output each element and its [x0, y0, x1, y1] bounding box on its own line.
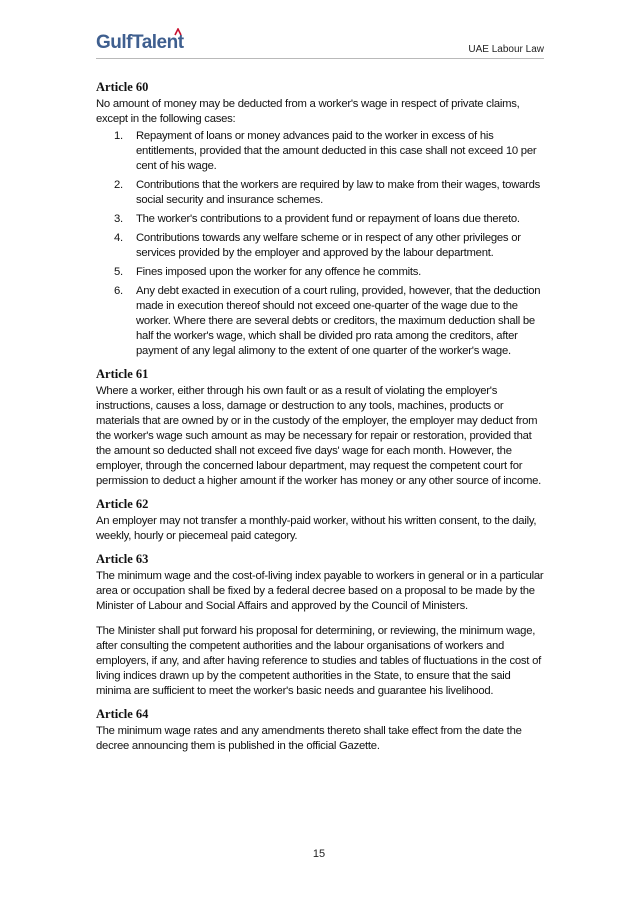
- article-title: Article 64: [96, 707, 149, 721]
- header-divider: [96, 58, 544, 59]
- article-text-2: The Minister shall put forward his proposal for determining, or reviewing, the minimum wage, after consulting the competent authorities and the labour organisations of workers and employers, if any, and after having reference to studies and tables of fluctuations in the cost of living indices drawn up by the competent authorities in the State, to ensure that the said minima are sufficient to meet the worker's basic needs and guarantee his livelihood.: [96, 625, 542, 697]
- article-63: [96, 552, 544, 699]
- page-number: 15: [312, 848, 326, 860]
- list-text: Contributions that the workers are required by law to make from their wages, towards social security and insurance schemes.: [136, 179, 541, 206]
- article-62: [96, 497, 544, 544]
- page-header: [96, 28, 544, 58]
- list-item: [96, 129, 544, 174]
- list-text: Repayment of loans or money advances paid to the worker in excess of his entitlements, provided that the amount deducted in this case shall not exceed 10 per cent of his wage.: [136, 130, 537, 172]
- document-title: UAE Labour Law: [468, 44, 544, 55]
- list-text: Any debt exacted in execution of a court ruling, provided, however, that the deduction made in execution thereof should not exceed one-quarter of the wage due to the worker. Where there are several debts or creditors, the maximum deduction shall be half the worker's wage, which shall be divided pro rata among the creditors, after payment of any legal alimony to the extent of one quarter of the worker's wage.: [136, 285, 541, 357]
- article-61: [96, 367, 544, 489]
- gulftalent-logo: [96, 32, 184, 54]
- article-60: [96, 80, 544, 359]
- article-text: The minimum wage and the cost-of-living index payable to workers in general or in a particular area or occupation shall be fixed by a federal decree based on a proposal to be made by the Minister of Labour and Social Affairs and approved by the Council of Ministers.: [96, 570, 544, 612]
- article-title: Article 60: [96, 80, 149, 94]
- list-number: 5.: [114, 266, 123, 278]
- logo-text-gulf: Gulf: [96, 32, 132, 53]
- list-number: 4.: [114, 232, 123, 244]
- list-item: [96, 178, 544, 208]
- list-item: [96, 212, 544, 227]
- deduction-list: [96, 129, 544, 359]
- logo-accent-icon: [174, 28, 182, 36]
- list-text: Contributions towards any welfare scheme or in respect of any other privileges or services provided by the employer and approved by the labour department.: [136, 232, 521, 259]
- list-item: [96, 284, 544, 359]
- list-number: 6.: [114, 285, 123, 297]
- article-64: [96, 707, 544, 754]
- article-text: An employer may not transfer a monthly-paid worker, without his written consent, to the daily, weekly, hourly or piecemeal paid category.: [96, 515, 537, 542]
- article-intro: No amount of money may be deducted from a worker's wage in respect of private claims, except in the following cases:: [96, 98, 520, 125]
- list-number: 3.: [114, 213, 123, 225]
- document-body: [96, 80, 544, 762]
- list-item: [96, 231, 544, 261]
- list-item: [96, 265, 544, 280]
- article-title: Article 63: [96, 552, 149, 566]
- article-title: Article 61: [96, 367, 149, 381]
- article-title: Article 62: [96, 497, 149, 511]
- list-number: 2.: [114, 179, 123, 191]
- logo-text-talent: Talent: [132, 32, 184, 53]
- list-text: Fines imposed upon the worker for any offence he commits.: [136, 266, 422, 278]
- list-text: The worker's contributions to a provident fund or repayment of loans due thereto.: [136, 213, 520, 225]
- article-text: Where a worker, either through his own fault or as a result of violating the employer's instructions, causes a loss, damage or destruction to any tools, machines, products or materials that are owned by or in the custody of the employer, the employer may deduct from the worker's wage such amount as may be necessary for repair or restoration, provided that the amount so deducted shall not exceed five days' wage for each month. However, the employer, through the concerned labour department, may request the competent court for permission to deduct a higher amount if the worker has money or any other source of income.: [96, 385, 542, 487]
- article-text: The minimum wage rates and any amendments thereto shall take effect from the date the decree announcing them is published in the official Gazette.: [96, 725, 522, 752]
- list-number: 1.: [114, 130, 123, 142]
